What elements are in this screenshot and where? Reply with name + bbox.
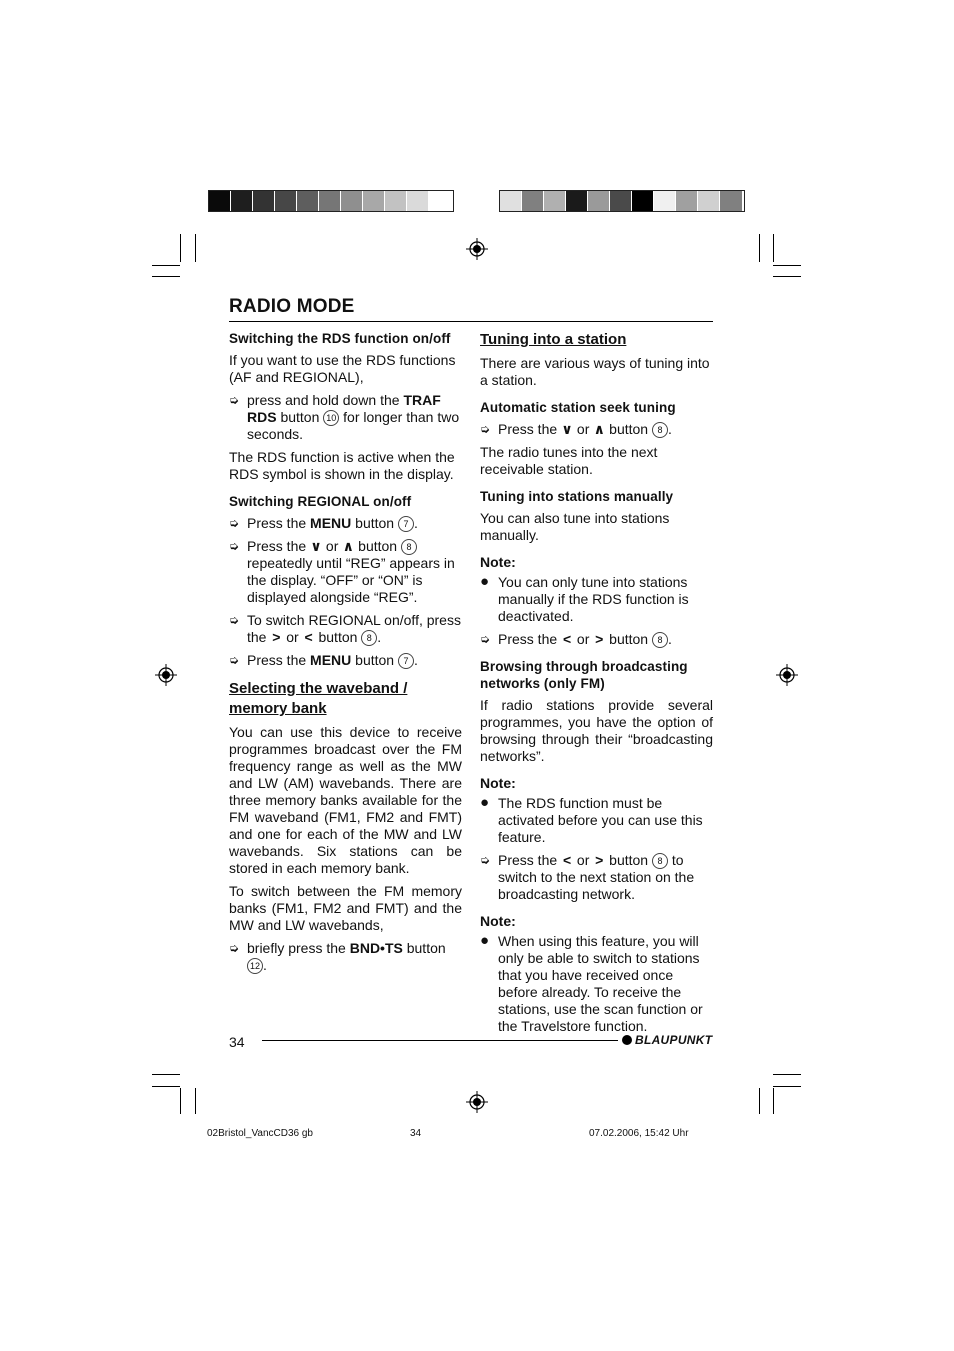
slug-page: 34 [410,1128,422,1139]
arrow-step-icon: ➭ [229,653,240,667]
button-number-badge: 7 [398,653,414,669]
button-number-badge: 8 [652,422,668,438]
color-swatch [676,191,698,211]
bnd-ts-label: BND•TS [349,940,403,956]
step-text: or [573,852,594,868]
color-swatch [275,191,297,211]
color-swatch [319,191,341,211]
rds-active-text: The RDS function is active when the RDS symbol is shown in the display. [229,449,455,482]
step-text: button [605,631,652,647]
waveband-step [229,940,462,974]
manual-heading: Tuning into stations manually [480,489,674,504]
registration-mark-icon [155,664,177,686]
note-item [480,795,713,846]
color-swatch [522,191,544,211]
arrow-step-icon: ➭ [229,393,240,407]
brand-name: BLAUPUNKT [635,1033,713,1047]
title-rule [229,321,713,322]
button-number-badge: 8 [652,632,668,648]
browse-text: If radio stations provide several programmes, you have the option of browsing through their “broadcasting networks”. [480,697,713,764]
color-strip-right [499,190,745,212]
note-text: When using this feature, you will only be able to switch to stations that you have received once before already. To receive the stations, use the scan function or the Travelstore function. [498,933,703,1034]
arrow-step-icon: ➭ [229,539,240,553]
crop-mark [773,1086,801,1087]
step-text: or [573,631,594,647]
note-label: Note: [480,554,516,570]
browse-heading: Browsing through broadcasting networks (only FM) [480,659,688,691]
crop-mark [195,234,196,262]
traf-rds-label: TRAF RDS [247,392,441,425]
color-swatch [698,191,720,211]
step-text: button [605,421,652,437]
note-text: You can only tune into stations manually if the RDS function is deactivated. [498,574,689,624]
slug-filename: 02Bristol_VancCD36 gb [207,1128,313,1139]
browse-step [480,852,713,903]
step-text: . [377,629,382,645]
button-number-badge: 8 [361,630,377,646]
button-number-badge: 8 [652,853,668,869]
color-swatch [500,191,522,211]
color-swatch [632,191,654,211]
crop-mark [180,1088,181,1114]
registration-mark-icon [466,238,488,260]
crop-mark [195,1088,196,1114]
color-swatch [588,191,610,211]
color-swatch [610,191,632,211]
step-text: Press the [498,631,562,647]
step-text: press and hold down the [247,392,404,408]
brand-logo [622,1033,712,1047]
rds-step [229,392,462,443]
manual-step [480,631,713,648]
button-number-badge: 7 [398,516,414,532]
color-swatch [297,191,319,211]
step-text: button [605,852,652,868]
note-text: The RDS function must be activated before you can use this feature. [498,795,703,845]
button-number-badge: 10 [323,410,339,426]
note-label: Note: [480,775,516,791]
rds-heading: Switching the RDS function on/off [229,331,451,346]
color-swatch [231,191,253,211]
brand-dot-icon [622,1035,632,1045]
color-swatch [654,191,676,211]
note-item [480,574,713,625]
regional-heading: Switching REGIONAL on/off [229,494,412,509]
step-text: Press the [498,852,562,868]
step-text: . [413,515,418,531]
crop-mark [759,1088,760,1114]
chevron-down-icon: ∨ [310,538,322,554]
manual-text: You can also tune into stations manually. [480,510,670,543]
chevron-up-icon: ∧ [342,538,354,554]
crop-mark [773,265,801,266]
step-text: or [322,538,343,554]
page-title: RADIO MODE [229,296,355,317]
step-text: . [667,631,672,647]
crop-mark [773,234,774,262]
step-text: Press the [498,421,562,437]
crop-mark [152,1074,180,1075]
color-swatch [253,191,275,211]
left-column [229,330,462,980]
crop-mark [773,1088,774,1114]
waveband-heading: Selecting the waveband / memory bank [229,680,408,717]
crop-mark [773,276,801,277]
tuning-heading: Tuning into a station [480,331,627,348]
auto-seek-text: The radio tunes into the next receivable station. [480,444,658,477]
step-text: button [402,940,446,956]
color-swatch [407,191,429,211]
crop-mark [773,1074,801,1075]
step-text: to switch to the next station on the broadcasting network. [498,852,695,902]
color-swatch [363,191,385,211]
button-number-badge: 8 [401,539,417,555]
menu-label: MENU [310,652,352,668]
step-text: button [314,629,362,645]
step-text: Press the [247,652,311,668]
regional-step-4 [229,652,462,669]
regional-step-1 [229,515,462,532]
arrow-step-icon: ➭ [480,853,491,867]
arrow-step-icon: ➭ [480,632,491,646]
step-text: button [351,652,398,668]
auto-seek-step [480,421,713,438]
waveband-text: You can use this device to receive programmes broadcast over the FM frequency range as well as the MW and LW (AM) wavebands. There are three memory banks available for the FM waveband (FM1, FM2 and FMT) and one for each of the MW and LW wavebands. Six stations can be stored in each memory bank. [229,724,462,876]
step-text: . [667,421,672,437]
step-text: or [282,629,303,645]
chevron-left-icon: < [304,629,313,645]
step-text: for longer than two seconds. [247,409,460,442]
step-text: repeatedly until “REG” appears in the display. “OFF” or “ON” is displayed alongside “REG”. [247,555,455,605]
bullet-dot-icon: ● [480,573,490,590]
button-number-badge: 12 [247,958,263,974]
menu-label: MENU [310,515,352,531]
step-text: button [276,409,324,425]
crop-mark [152,1086,180,1087]
crop-mark [180,234,181,262]
step-text: To switch REGIONAL on/off, press the [247,612,461,645]
color-swatch [209,191,231,211]
arrow-step-icon: ➭ [229,941,240,955]
right-column [480,330,713,1041]
note-item [480,933,713,1035]
chevron-right-icon: > [595,852,604,868]
registration-mark-icon [776,664,798,686]
color-swatch [544,191,566,211]
arrow-step-icon: ➭ [229,613,240,627]
step-text: . [413,652,418,668]
auto-seek-heading: Automatic station seek tuning [480,400,676,415]
bullet-dot-icon: ● [480,932,490,949]
regional-step-2 [229,538,462,606]
chevron-down-icon: ∨ [561,421,573,437]
chevron-left-icon: < [562,852,572,868]
crop-mark [152,276,180,277]
step-text: Press the [247,515,311,531]
step-text: . [263,957,267,973]
color-swatch [385,191,407,211]
regional-step-3 [229,612,462,646]
arrow-step-icon: ➭ [229,516,240,530]
arrow-step-icon: ➭ [480,422,491,436]
chevron-right-icon: > [272,629,281,645]
color-strip-left [208,190,454,212]
step-text: briefly press the [247,940,350,956]
color-swatch [720,191,742,211]
page-number: 34 [229,1034,245,1050]
step-text: Press the [247,538,311,554]
color-swatch [566,191,588,211]
crop-mark [152,265,180,266]
chevron-up-icon: ∧ [593,421,605,437]
crop-mark [759,234,760,262]
step-text: button [354,538,401,554]
footer-rule [262,1040,618,1041]
slug-timestamp: 07.02.2006, 15:42 Uhr [589,1128,689,1139]
chevron-right-icon: > [595,631,604,647]
registration-mark-icon [466,1091,488,1113]
note-label: Note: [480,913,516,929]
waveband-switch-text: To switch between the FM memory banks (FM1, FM2 and FMT) and the MW and LW wavebands, [229,883,462,933]
step-text: button [351,515,398,531]
bullet-dot-icon: ● [480,794,490,811]
color-swatch [429,191,451,211]
tuning-intro: There are various ways of tuning into a station. [480,355,710,388]
rds-intro: If you want to use the RDS functions (AF and REGIONAL), [229,352,456,385]
color-swatch [341,191,363,211]
chevron-left-icon: < [562,631,572,647]
step-text: or [573,421,594,437]
